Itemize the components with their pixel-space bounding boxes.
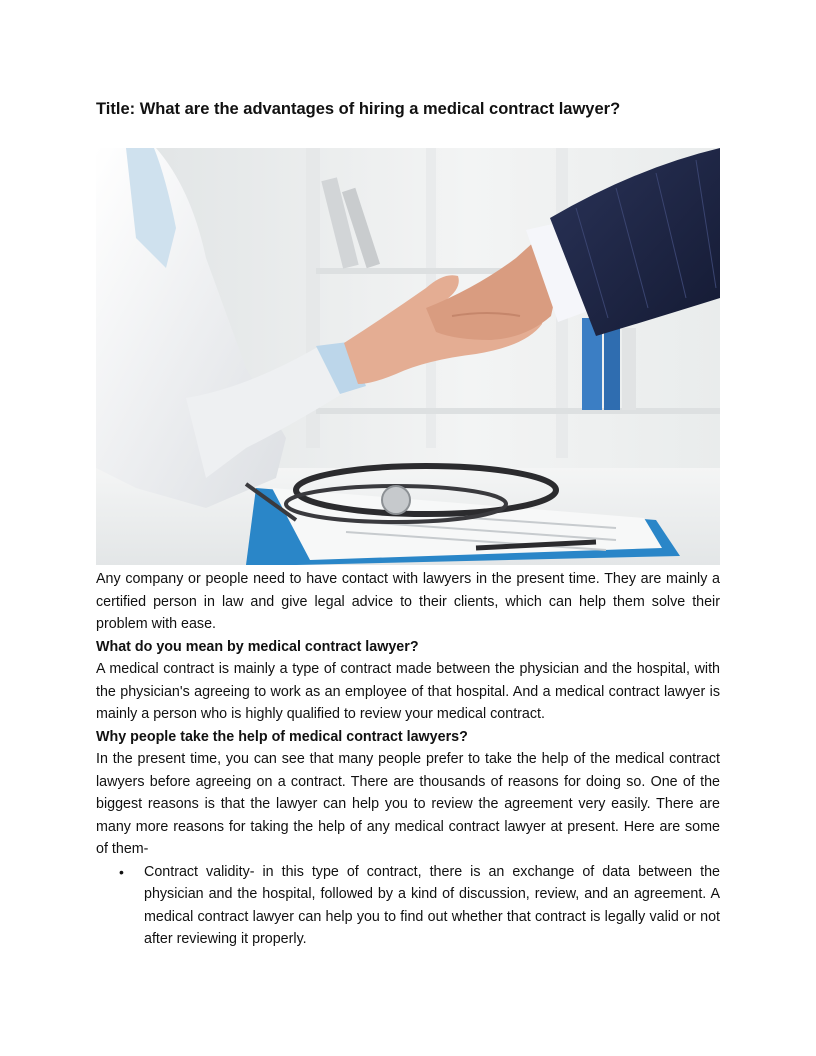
handshake-photo	[96, 148, 720, 565]
section-heading-definition: What do you mean by medical contract lawyer?	[96, 638, 419, 655]
page-title: Title: What are the advantages of hiring a medical contract lawyer?	[96, 100, 621, 118]
definition-paragraph: A medical contract is mainly a type of contract made between the physician and the hospital, with the physician's agreeing to work as an employee of that hospital. And a medical contract lawyer is mainly a person who is highly qualified to review your medical contract.	[96, 661, 720, 722]
reasons-list	[96, 861, 720, 951]
intro-paragraph: Any company or people need to have contact with lawyers in the present time. They are mainly a certified person in law and give legal advice to their clients, which can help them solve their problem with ease.	[96, 571, 720, 632]
list-item-text: Contract validity- in this type of contract, there is an exchange of data between the physician and the hospital, followed by a kind of discussion, review, and an agreement. A medical contract lawyer can help you to find out whether that contract is legally valid or not after reviewing it properly.	[144, 863, 720, 947]
article-body	[96, 568, 720, 951]
bullet-marker: •	[119, 863, 124, 880]
reasons-paragraph: In the present time, you can see that many people prefer to take the help of the medical contract lawyers before agreeing on a contract. There are thousands of reasons for doing so. One of the biggest reasons is that the lawyer can help you to review the agreement very easily. There are many more reasons for taking the help of any medical contract lawyer at present. Here are some of them-	[96, 751, 720, 857]
list-item	[119, 861, 720, 951]
section-heading-reasons: Why people take the help of medical contract lawyers?	[96, 728, 468, 745]
